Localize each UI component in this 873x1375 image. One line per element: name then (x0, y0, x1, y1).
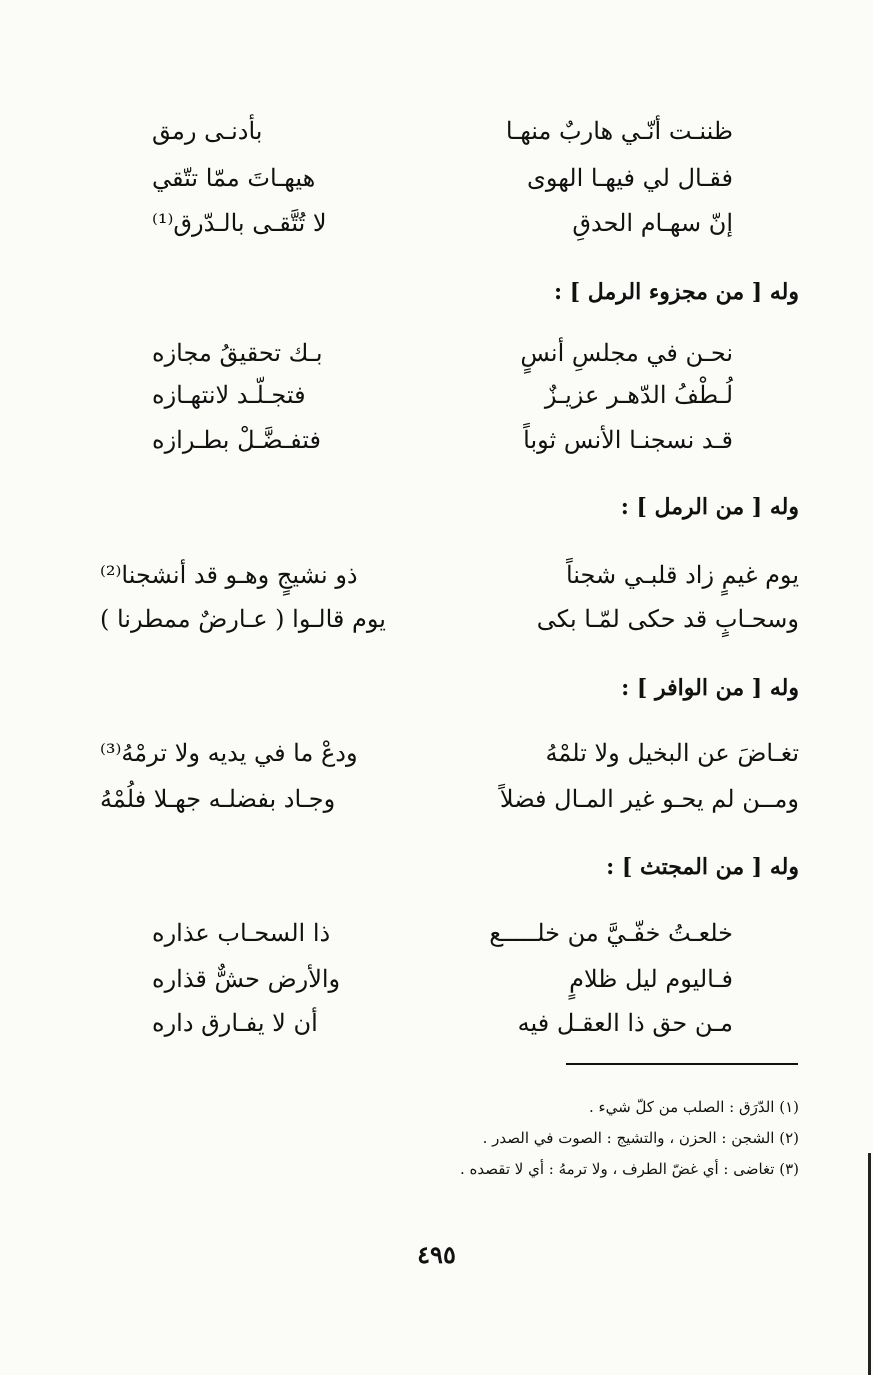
section-header-wafir: وله [ من الوافر ] : (621, 675, 799, 701)
verse-5-left: فتجـلّـد لانتهـازه (152, 381, 306, 409)
verse-1-right: ظننـت أنّـي هاربٌ منهـا (505, 117, 733, 145)
verse-13-left: أن لا يفـارق داره (152, 1009, 318, 1037)
verse-5-right: لُـطْفُ الدّهـر عزيـزٌ (544, 381, 733, 409)
footnote-separator (566, 1063, 798, 1065)
verse-12-left: والأرض حشٌّ قذاره (152, 965, 341, 993)
footnote-2: (٢) الشجن : الحزن ، والتشيج : الصوت في الصدر . (482, 1129, 799, 1147)
section-header-mujtath: وله [ من المجتث ] : (606, 854, 799, 880)
verse-4-right: نحـن في مجلسِ أنسٍ (520, 339, 733, 367)
verse-6-left: فتفـضَّـلْ بطـرازه (152, 426, 322, 454)
verse-2-right: فقـال لي فيهـا الهوى (527, 164, 733, 192)
verse-1-left: بأدنـى رمق (152, 117, 263, 145)
verse-7-right: يوم غيمٍ زاد قلبـي شجناً (565, 561, 799, 589)
verse-9-right: تغـاضَ عن البخيل ولا تلمْهُ (545, 739, 799, 767)
footnote-3: (٣) تغاضى : أي غضّ الطرف ، ولا ترمهُ : أي لا تقصده . (460, 1160, 799, 1178)
verse-13-right: مـن حق ذا العقـل فيه (517, 1009, 733, 1037)
section-header-majzu-ramal: وله [ من مجزوء الرمل ] : (553, 279, 799, 305)
verse-11-left: ذا السحـاب عذاره (152, 919, 331, 947)
verse-10-left: وجـاد بفضلـه جهـلا فلُمْهُ (100, 785, 336, 813)
verse-6-right: قـد نسجنـا الأنس ثوباً (523, 426, 733, 454)
verse-8-right: وسحـابٍ قد حكى لمّـا بكى (536, 605, 799, 633)
verse-4-left: بـك تحقيقُ مجازه (152, 339, 323, 367)
verse-2-left: هيهـاتَ ممّا تتّقي (152, 164, 316, 192)
verse-11-right: خلعـتُ خفّـيَّ من خلـــــع (489, 919, 733, 947)
verse-7-left: ذو نشيجٍ وهـو قد أنشجنا⁽²⁾ (100, 561, 358, 589)
scan-edge-line (868, 1153, 871, 1375)
page-number: ٤٩٥ (417, 1240, 456, 1269)
verse-10-right: ومــن لم يحـو غير المـال فضلاً (499, 785, 799, 813)
verse-8-left: يوم قالـوا ( عـارضٌ ممطرنا ) (100, 605, 386, 633)
verse-3-right: إنّ سهـام الحدقِ (572, 209, 733, 237)
verse-12-right: فـاليوم ليل ظلامٍ (569, 965, 733, 993)
verse-9-left: ودعْ ما في يديه ولا ترمْهُ⁽³⁾ (100, 739, 358, 767)
footnote-1: (١) الدّرَق : الصلب من كلّ شيء . (589, 1098, 799, 1116)
verse-3-left: لا تُتَّقـى بالـدّرق⁽¹⁾ (152, 209, 327, 237)
section-header-ramal: وله [ من الرمل ] : (620, 494, 799, 520)
